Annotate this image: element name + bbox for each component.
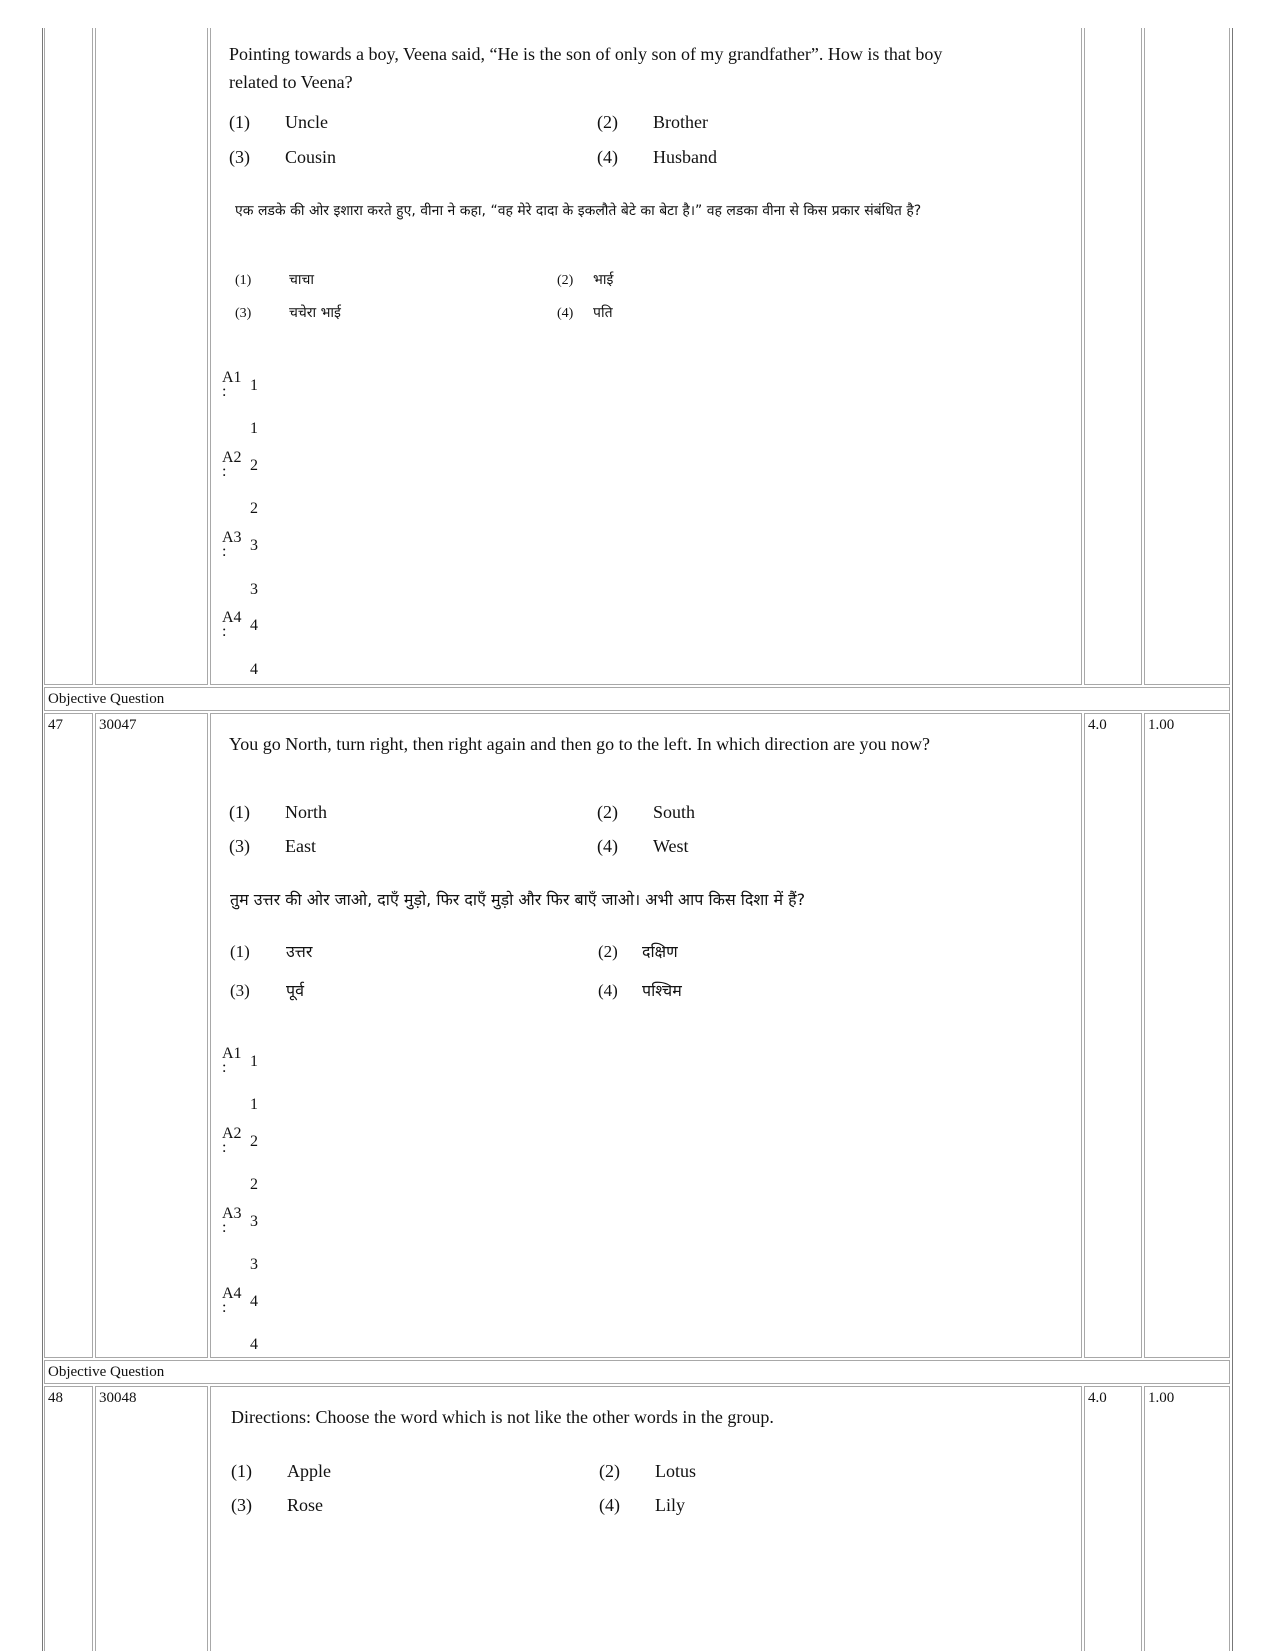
q48-option-3-en: (3) Rose: [231, 1495, 323, 1515]
q46-answer-3-text: 3: [250, 581, 258, 598]
q47-answer-3-text: 3: [250, 1256, 258, 1273]
q46-question-en: Pointing towards a boy, Veena said, “He is the son of only son of my grandfather”. How is that boy related to Veena?: [229, 44, 943, 92]
q46-option-3-en: (3) Cousin: [229, 147, 337, 167]
q46-id-cell: [95, 28, 208, 685]
q48-sno-cell: 48: [44, 1386, 93, 1651]
objective-question-label-2: Objective Question: [44, 1360, 1230, 1384]
q47-answer-2-text: 2: [250, 1176, 258, 1193]
q46-option-4-hi: (4) पति: [557, 305, 613, 321]
q47-answer-key-4: A4 : 4: [222, 1285, 258, 1316]
page-right-rule: [1232, 28, 1233, 1651]
q46-marks-cell: [1084, 28, 1142, 685]
q46-option-4-en: (4) Husband: [597, 147, 717, 167]
q47-option-1-en: (1) North: [229, 802, 327, 822]
q46-option-1-hi: (1) चाचा: [235, 272, 315, 288]
q48-marks-cell: 4.0: [1084, 1386, 1142, 1651]
q46-answer-key-1: A1 : 1: [222, 369, 258, 400]
q46-negative-cell: [1144, 28, 1230, 685]
q48-option-2-en: (2) Lotus: [599, 1461, 697, 1481]
q48-question-en: Directions: Choose the word which is not like the other words in the group.: [231, 1407, 774, 1427]
q48-id-cell: 30048: [95, 1386, 208, 1651]
q47-option-4-hi: (4) पश्चिम: [598, 981, 682, 1000]
q47-option-2-hi: (2) दक्षिण: [598, 942, 678, 961]
q46-option-3-hi: (3) चचेरा भाई: [235, 305, 341, 321]
q46-option-2-en: (2) Brother: [597, 112, 708, 132]
q47-negative-cell: 1.00: [1144, 713, 1230, 1358]
q47-option-1-hi: (1) उत्तर: [230, 942, 313, 961]
q47-sno-cell: 47: [44, 713, 93, 1358]
q46-answer-key-3: A3 : 3: [222, 529, 258, 560]
q48-option-1-en: (1) Apple: [231, 1461, 331, 1481]
q46-option-1-en: (1) Uncle: [229, 112, 328, 132]
q46-answer-key-2: A2 : 2: [222, 449, 258, 480]
q46-answer-4-text: 4: [250, 661, 258, 678]
q46-answer-key-4: A4 : 4: [222, 609, 258, 640]
q47-question-hi: तुम उत्तर की ओर जाओ, दाएँ मुड़ो, फिर दाएँ मुड़ो और फिर बाएँ जाओ। अभी आप किस दिशा में हैं?: [230, 890, 806, 909]
q47-option-2-en: (2) South: [597, 802, 696, 822]
q47-answer-1-text: 1: [250, 1096, 258, 1113]
q47-answer-key-2: A2 : 2: [222, 1125, 258, 1156]
q47-marks-cell: 4.0: [1084, 713, 1142, 1358]
q48-option-4-en: (4) Lily: [599, 1495, 685, 1515]
q47-answer-4-text: 4: [250, 1336, 258, 1353]
objective-question-label: Objective Question: [44, 687, 1230, 711]
q47-question-en: You go North, turn right, then right again and then go to the left. In which direction are you now?: [229, 734, 931, 754]
q46-answer-1-text: 1: [250, 420, 258, 437]
q48-negative-cell: 1.00: [1144, 1386, 1230, 1651]
q47-option-3-en: (3) East: [229, 836, 316, 856]
q46-question-hi: एक लडके की ओर इशारा करते हुए, वीना ने कहा, “वह मेरे दादा के इकलौते बेटे का बेटा है।” वह लडका वीना से किस प्रकार संबंधित है?: [235, 203, 922, 219]
q47-option-3-hi: (3) पूर्व: [230, 981, 304, 1000]
q47-id-cell: 30047: [95, 713, 208, 1358]
q47-option-4-en: (4) West: [597, 836, 689, 856]
q46-option-2-hi: (2) भाई: [557, 272, 614, 288]
q47-answer-key-3: A3 : 3: [222, 1205, 258, 1236]
q46-sno-cell: [44, 28, 93, 685]
q46-answer-2-text: 2: [250, 500, 258, 517]
q47-answer-key-1: A1 : 1: [222, 1045, 258, 1076]
page-left-rule: [42, 28, 43, 1651]
